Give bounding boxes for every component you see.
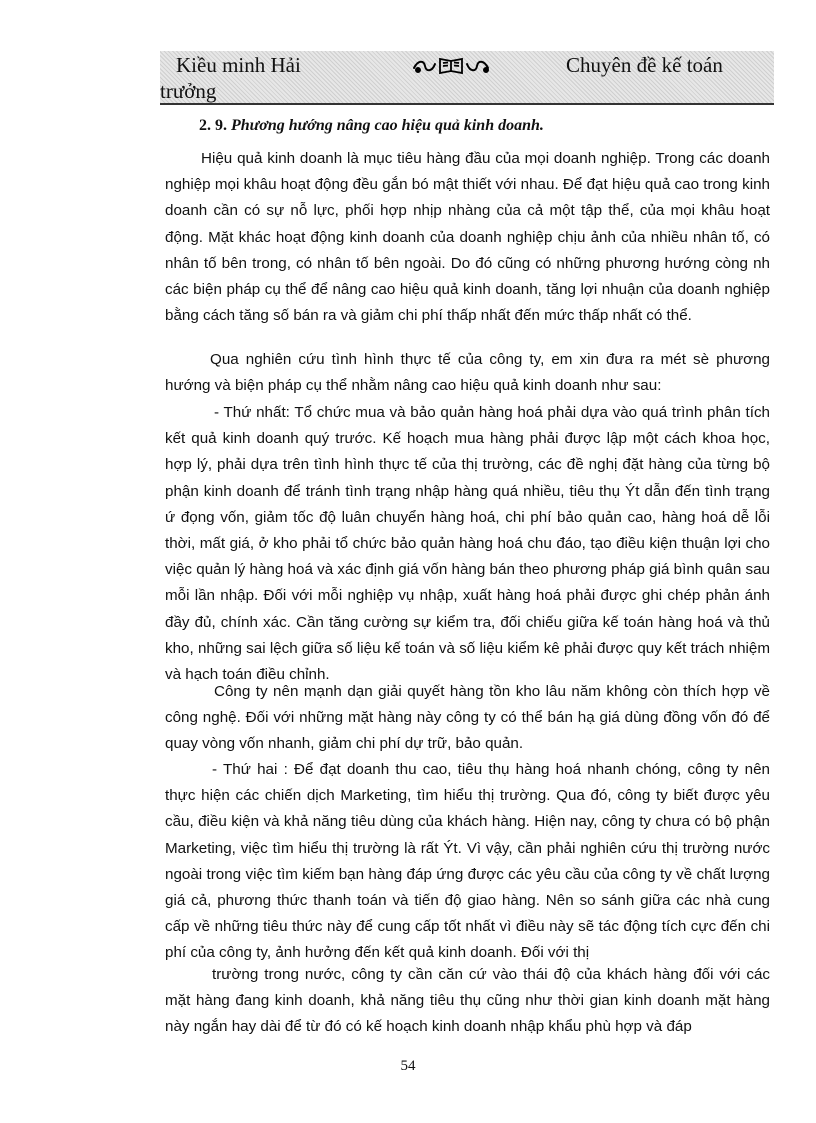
section-title: Phương hướng nâng cao hiệu quả kinh doanh. — [231, 117, 544, 134]
paragraph: - Thứ hai : Để đạt doanh thu cao, tiêu thụ hàng hoá nhanh chóng, công ty nên thực hiện các chiến dịch Marketing, tìm hiểu thị trường. Qua đó, công ty biết được yêu cầu, điều kiện và khả năng tiêu dùng của khách hàng. Hiện nay, công ty chưa có bộ phận Marketing, việc tìm hiểu thị trường là rất Ýt. Vì vậy, cần phải nghiên cứu thị trường nước ngoài trong việc tìm kiếm bạn hàng đáp ứng được các yêu cầu của công ty về chất lượng giá cả, phương thức thanh toán và tiến độ giao hàng. Nên so sánh giữa các nhà cung cấp về những tiêu thức này để cung cấp tốt nhất vì điều này sẽ tác động tích cực đến chi phí của công ty, ảnh hưởng đến kết quả kinh doanh. Đối với thị — [165, 761, 770, 962]
paragraph: trường trong nước, công ty cần căn cứ vào thái độ của khách hàng đối với các mặt hàng đang kinh doanh, khả năng tiêu thụ cũng như thời gian kinh doanh mặt hàng này ngắn hay dài để từ đó có kế hoạch kinh doanh nhập khẩu phù hợp và đáp — [165, 966, 770, 1036]
paragraph: Hiệu quả kinh doanh là mục tiêu hàng đầu của mọi doanh nghiệp. Trong các doanh nghiệp mọi khâu hoạt động đều gắn bó mật thiết với nhau. Để đạt hiệu quả cao trong kinh doanh cần có sự nỗ lực, phối hợp nhịp nhàng của cả một tập thể, của mọi khâu hoạt động. Mặt khác hoạt động kinh doanh của doanh nghiệp chịu ảnh của nhiều nhân tố, có nhân tố bên trong, có nhân tố bên ngoài. Do đó cũng có những phương hướng còng nh các biện pháp cụ thể để nâng cao hiệu quả kinh doanh, tăng lợi nhuận của doanh nghiệp bằng cách tăng số bán ra và giảm chi phí thấp nhất đến mức thấp nhất có thể. — [165, 150, 770, 325]
header-document-title: Chuyên đề kế toán — [566, 53, 723, 77]
paragraph: Công ty nên mạnh dạn giải quyết hàng tồn kho lâu năm không còn thích hợp về công nghệ. Đối với những mặt hàng này công ty có thể bán hạ giá dùng đồng vốn đó để quay vòng vốn nhanh, giảm chi phí dự trữ, bảo quản. — [165, 683, 770, 753]
header-author: Kiều minh Hải — [176, 53, 301, 77]
book-ornament-icon — [412, 55, 492, 77]
paragraph: - Thứ nhất: Tổ chức mua và bảo quản hàng hoá phải dựa vào quá trình phân tích kết quả kinh doanh quý trước. Kế hoạch mua hàng phải được lập một cách khoa học, hợp lý, phải dựa trên tình hình thực tế của thị trường, các đề nghị đặt hàng của từng bộ phận kinh doanh để tránh tình trạng nhập hàng quá nhiều, tiêu thụ Ýt dẫn đến tình trạng ứ đọng vốn, giảm tốc độ luân chuyển hàng hoá, chi phí bảo quản cao, hàng hoá dễ lỗi thời, mất giá, ở kho phải tổ chức bảo quản hàng hoá chu đáo, tạo điều kiện thuận lợi cho việc quản lý hàng hoá và xác định giá vốn hàng bán theo phương pháp giá bình quân sau mỗi lần nhập. Đối với mỗi nghiệp vụ nhập, xuất hàng hoá phải được ghi chép phản ánh đầy đủ, chính xác. Cần tăng cường sự kiểm tra, đối chiếu giữa kế toán hàng hoá và thủ kho, những sai lệch giữa số liệu kế toán và số liệu kiểm kê phải được quy kết trách nhiệm và hạch toán điều chỉnh. — [165, 404, 770, 684]
page-number: 54 — [400, 1058, 416, 1074]
paragraph: Qua nghiên cứu tình hình thực tế của công ty, em xin đưa ra mét sè phương hướng và biện pháp cụ thể nhằm nâng cao hiệu quả kinh doanh như sau: — [165, 351, 770, 395]
header-author-continued: trưởng — [160, 79, 217, 103]
section-heading — [199, 116, 544, 136]
section-number: 2. 9. — [199, 117, 227, 134]
